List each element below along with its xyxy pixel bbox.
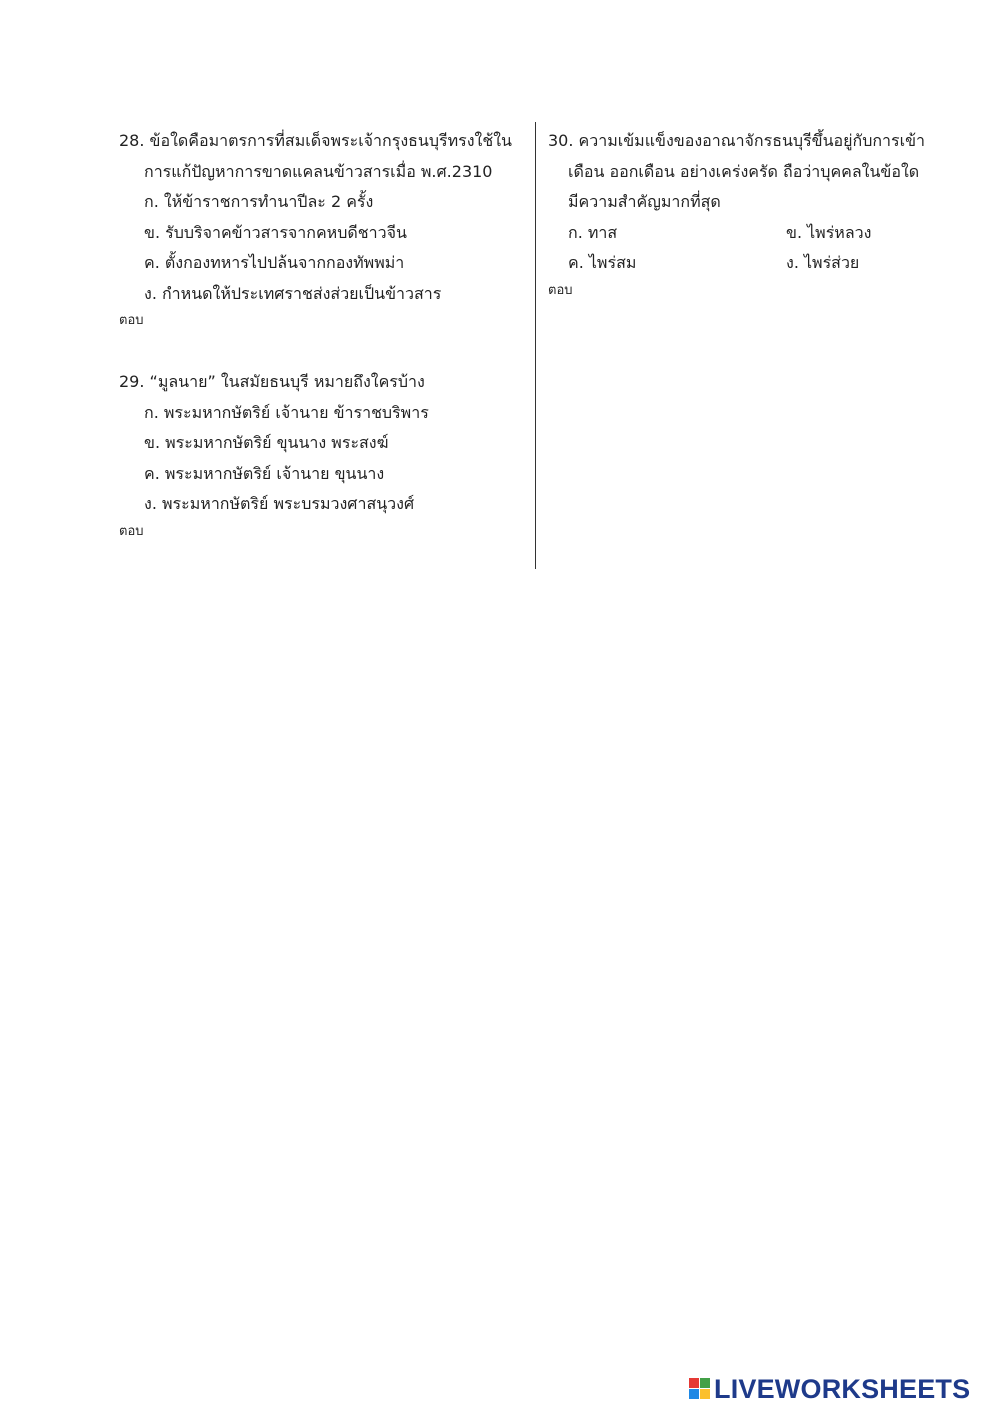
question-30-answer-label: ตอบ [548, 282, 573, 298]
question-28 [119, 126, 529, 331]
question-28-option-b: ข. รับบริจาคข้าวสารจากคหบดีชาวจีน [144, 222, 407, 242]
question-30-option-c: ค. ไพร่สม [568, 253, 637, 272]
question-28-answer-label: ตอบ [119, 313, 144, 328]
question-29-text-line-1: 29. “มูลนาย” ในสมัยธนบุรี หมายถึงใครบ้าง [119, 372, 425, 391]
liveworksheets-logo-text: LIVEWORKSHEETS [714, 1373, 971, 1404]
logo-square-red [689, 1378, 699, 1388]
question-29-option-d: ง. พระมหากษัตริย์ พระบรมวงศาสนุวงศ์ [144, 494, 415, 513]
question-29 [119, 367, 529, 542]
question-29-option-c: ค. พระมหากษัตริย์ เจ้านาย ขุนนาง [144, 463, 385, 483]
question-28-option-d: ง. กำหนดให้ประเทศราชส่งส่วยเป็นข้าวสาร [144, 283, 442, 303]
question-28-option-c: ค. ตั้งกองทหารไปปล้นจากกองทัพพม่า [144, 253, 405, 272]
question-30-text-line-1: 30. ความเข้มแข็งของอาณาจักรธนบุรีขึ้นอยู่กับการเข้า [548, 131, 926, 150]
question-28-text-line-1: 28. ข้อใดคือมาตรการที่สมเด็จพระเจ้ากรุงธนบุรีทรงใช้ใน [119, 131, 512, 150]
logo-square-green [700, 1378, 710, 1388]
question-29-option-a: ก. พระมหากษัตริย์ เจ้านาย ข้าราชบริพาร [144, 402, 429, 422]
question-29-answer-label: ตอบ [119, 523, 144, 539]
question-30 [548, 126, 958, 301]
logo-square-blue [689, 1389, 699, 1399]
question-30-text-line-2: เดือน ออกเดือน อย่างเคร่งครัด ถือว่าบุคคลในข้อใด [568, 161, 920, 181]
left-column [119, 126, 529, 542]
question-30-options [548, 218, 958, 279]
question-30-text-line-3: มีความสำคัญมากที่สุด [568, 192, 721, 211]
question-30-option-a: ก. ทาส [568, 222, 618, 242]
liveworksheets-logo-icon [689, 1378, 711, 1400]
right-column [548, 126, 958, 301]
question-30-option-d: ง. ไพร่ส่วย [786, 253, 860, 272]
question-30-option-b: ข. ไพร่หลวง [786, 222, 872, 242]
question-28-text-line-2: การแก้ปัญหาการขาดแคลนข้าวสารเมื่อ พ.ศ.2310 [144, 161, 493, 181]
question-29-option-b: ข. พระมหากษัตริย์ ขุนนาง พระสงฆ์ [144, 433, 389, 452]
question-28-option-a: ก. ให้ข้าราชการทำนาปีละ 2 ครั้ง [144, 192, 374, 211]
column-divider [535, 122, 536, 569]
liveworksheets-logo [689, 1375, 970, 1403]
logo-square-yellow [700, 1389, 710, 1399]
